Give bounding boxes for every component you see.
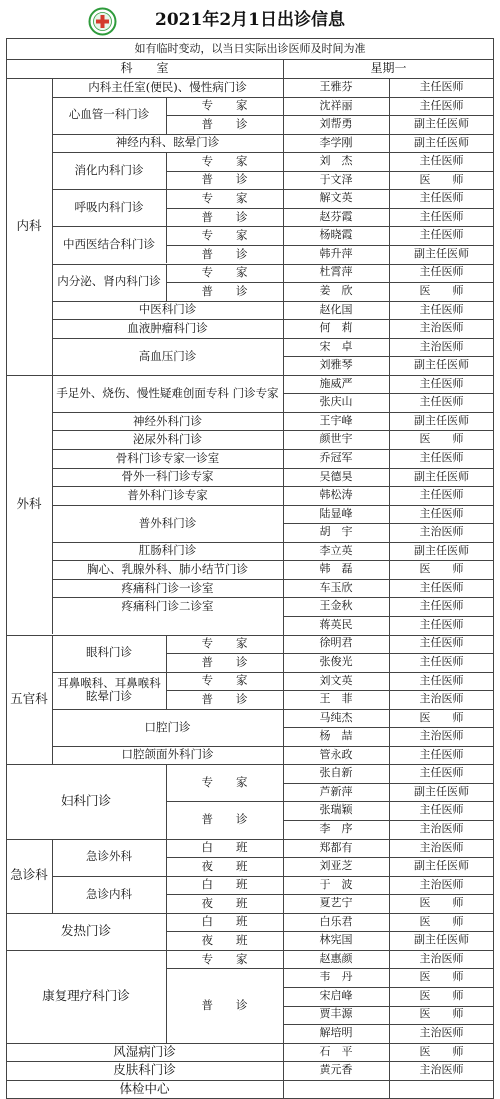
doctor-title: 主任医师 <box>419 376 464 390</box>
doctor-name: 韩松涛 <box>319 488 353 502</box>
grid-line <box>52 97 494 98</box>
department-24: 口腔颌面外科门诊 <box>121 747 214 762</box>
grid-line <box>52 505 494 506</box>
clinic-type-0: 专 家 <box>201 98 248 113</box>
doctor-name: 张庆山 <box>319 395 353 409</box>
doctor-name: 芦新萍 <box>319 784 353 798</box>
clinic-type-8: 专 家 <box>201 265 248 280</box>
group-2: 五官科 <box>10 691 48 707</box>
clinic-type-22: 专 家 <box>201 951 248 966</box>
grid-line <box>6 38 7 1098</box>
grid-line <box>166 245 167 264</box>
department-7: 中医科门诊 <box>138 302 197 317</box>
doctor-name: 何 莉 <box>319 321 353 335</box>
doctor-name: 王雅芬 <box>319 79 353 93</box>
department-22: 耳鼻喉科、耳鼻喉科眩晕门诊 <box>57 675 161 704</box>
grid-line <box>166 635 167 654</box>
grid-line <box>166 208 494 209</box>
grid-line <box>166 690 494 691</box>
grid-line <box>52 430 494 431</box>
doctor-name: 蒋英民 <box>319 617 353 631</box>
grid-line <box>166 189 167 208</box>
grid-line <box>166 226 167 245</box>
doctor-title: 医 师 <box>419 896 464 910</box>
doctor-title: 主治医师 <box>419 692 464 706</box>
doctor-name: 刘帮勇 <box>319 117 353 131</box>
doctor-title: 主治医师 <box>419 1026 464 1039</box>
group-9: 体检中心 <box>119 1080 170 1096</box>
doctor-name: 赵惠颜 <box>319 951 353 965</box>
doctor-title: 副主任医师 <box>414 117 469 131</box>
doctor-title: 主任医师 <box>419 302 464 316</box>
grid-line <box>6 59 494 60</box>
grid-line <box>166 801 167 838</box>
department-4: 呼吸内科门诊 <box>74 200 144 215</box>
grid-line <box>6 375 494 376</box>
clinic-type-7: 普 诊 <box>201 246 248 261</box>
clinic-type-14: 专 家 <box>201 775 248 790</box>
page-title: 2021年2月1日出诊信息 <box>155 10 345 31</box>
department-21: 眼科门诊 <box>86 645 132 660</box>
doctor-name: 杨 喆 <box>319 729 353 743</box>
group-5: 发热门诊 <box>60 923 111 939</box>
grid-line <box>166 857 167 876</box>
clinic-type-9: 普 诊 <box>201 283 248 298</box>
clinic-type-3: 普 诊 <box>201 172 248 187</box>
grid-line <box>52 134 494 135</box>
doctor-title: 医 师 <box>419 1044 464 1058</box>
doctor-name: 王宇峰 <box>319 413 353 427</box>
doctor-name: 林宪国 <box>319 933 353 947</box>
grid-line <box>6 1080 494 1081</box>
department-25: 急诊外科 <box>86 849 132 864</box>
grid-line <box>6 1061 494 1062</box>
doctor-name: 韦 丹 <box>319 970 353 984</box>
grid-line <box>166 152 167 171</box>
doctor-title: 主任医师 <box>419 395 464 409</box>
doctor-title: 主治医师 <box>419 821 464 835</box>
grid-line <box>52 560 494 561</box>
doctor-name: 车玉欣 <box>319 580 353 594</box>
doctor-name: 赵芬霞 <box>319 209 353 223</box>
doctor-name: 杨晓霞 <box>319 228 353 242</box>
doctor-title: 主任医师 <box>419 450 464 464</box>
grid-line <box>52 839 53 913</box>
clinic-type-10: 专 家 <box>201 636 248 651</box>
doctor-title: 副主任医师 <box>414 358 469 372</box>
doctor-title: 主治医师 <box>419 840 464 854</box>
clinic-type-16: 白 班 <box>201 840 248 855</box>
doctor-name: 石 平 <box>319 1044 353 1058</box>
department-14: 骨外一科门诊专家 <box>121 469 214 484</box>
department-3: 消化内科门诊 <box>74 163 144 178</box>
doctor-name: 李学刚 <box>319 135 353 149</box>
doctor-name: 胡 宇 <box>319 525 353 539</box>
grid-line <box>52 264 494 265</box>
doctor-name: 杜霄萍 <box>319 265 353 279</box>
doctor-title: 副主任医师 <box>414 246 469 260</box>
doctor-name: 施威严 <box>319 376 353 390</box>
doctor-name: 韩升萍 <box>319 246 353 260</box>
doctor-name: 李立英 <box>319 543 353 557</box>
group-8: 皮肤科门诊 <box>113 1062 176 1078</box>
doctor-name: 于 波 <box>319 877 353 891</box>
doctor-title: 主任医师 <box>419 655 464 668</box>
grid-line <box>6 950 494 951</box>
department-18: 胸心、乳腺外科、肺小结节门诊 <box>87 561 248 576</box>
doctor-name: 徐明君 <box>319 636 353 650</box>
doctor-title: 主任医师 <box>419 673 464 687</box>
department-19: 疼痛科门诊一诊室 <box>121 580 214 595</box>
doctor-title: 主任医师 <box>419 580 464 594</box>
group-7: 风湿病门诊 <box>113 1043 176 1059</box>
grid-line <box>52 597 494 598</box>
grid-line <box>52 449 494 450</box>
clinic-type-17: 夜 班 <box>201 858 248 873</box>
department-6: 内分泌、肾内科门诊 <box>57 274 161 289</box>
grid-line <box>166 876 167 895</box>
doctor-title: 主任医师 <box>419 747 464 761</box>
department-9: 高血压门诊 <box>138 348 197 363</box>
department-1: 心血管一科门诊 <box>68 107 150 122</box>
grid-line <box>52 635 53 765</box>
department-10: 手足外、烧伤、慢性疑难创面专科 门诊专家 <box>56 385 279 400</box>
clinic-type-5: 普 诊 <box>201 209 248 224</box>
grid-line <box>52 876 494 877</box>
doctor-title: 主治医师 <box>419 877 464 891</box>
doctor-title: 医 师 <box>419 172 464 186</box>
department-23: 口腔门诊 <box>144 719 191 734</box>
department-16: 普外科门诊 <box>138 515 197 530</box>
grid-line <box>6 913 494 914</box>
grid-line <box>166 857 494 858</box>
header-weekday: 星期一 <box>370 60 407 75</box>
doctor-title: 主任医师 <box>419 154 464 168</box>
doctor-name: 解培明 <box>319 1026 353 1039</box>
grid-line <box>166 801 494 802</box>
grid-line <box>166 653 167 672</box>
doctor-title: 主任医师 <box>419 617 464 631</box>
grid-line <box>166 115 167 134</box>
doctor-title: 副主任医师 <box>414 543 469 557</box>
group-6: 康复理疗科门诊 <box>42 988 130 1004</box>
grid-line <box>166 97 167 116</box>
doctor-name: 颜世宇 <box>319 432 353 446</box>
department-26: 急诊内科 <box>86 886 132 901</box>
grid-line <box>52 189 494 190</box>
clinic-type-19: 夜 班 <box>201 895 248 910</box>
clinic-type-2: 专 家 <box>201 153 248 168</box>
grid-line <box>166 672 167 691</box>
doctor-name: 韩 磊 <box>319 562 353 576</box>
grid-line <box>166 913 167 932</box>
doctor-name: 解文英 <box>319 191 353 205</box>
doctor-title: 主治医师 <box>419 1063 464 1077</box>
doctor-title: 主任医师 <box>419 636 464 650</box>
grid-line <box>6 635 494 636</box>
grid-line <box>52 542 494 543</box>
doctor-title: 主任医师 <box>419 506 464 520</box>
grid-line <box>52 746 494 747</box>
doctor-title: 主任医师 <box>419 98 464 112</box>
grid-line <box>166 245 494 246</box>
doctor-name: 王 菲 <box>319 692 353 706</box>
doctor-name: 黄元香 <box>319 1063 353 1077</box>
doctor-name: 姜 欣 <box>319 284 353 297</box>
doctor-title: 主任医师 <box>419 803 464 817</box>
doctor-name: 刘亚芝 <box>319 859 353 873</box>
department-2: 神经内科、眩晕门诊 <box>115 135 220 150</box>
doctor-name: 乔冠军 <box>319 450 353 464</box>
doctor-name: 郑都有 <box>319 840 353 854</box>
doctor-title: 主任医师 <box>419 265 464 279</box>
clinic-type-15: 普 诊 <box>201 812 248 827</box>
grid-line <box>52 579 494 580</box>
clinic-type-4: 专 家 <box>201 190 248 205</box>
grid-line <box>166 264 167 283</box>
grid-line <box>166 690 167 709</box>
grid-line <box>166 764 167 801</box>
doctor-title: 主任医师 <box>419 191 464 205</box>
doctor-name: 于文泽 <box>319 172 353 186</box>
doctor-title: 副主任医师 <box>414 135 469 149</box>
doctor-name: 白乐君 <box>319 914 353 928</box>
doctor-title: 医 师 <box>419 710 464 724</box>
clinic-type-13: 普 诊 <box>201 691 248 706</box>
group-3: 妇科门诊 <box>60 793 111 809</box>
doctor-name: 刘文英 <box>319 673 353 687</box>
doctor-title: 副主任医师 <box>414 784 469 798</box>
group-4: 急诊科 <box>10 867 48 883</box>
department-5: 中西医结合科门诊 <box>63 237 155 252</box>
doctor-name: 刘雅琴 <box>319 358 353 372</box>
doctor-title: 副主任医师 <box>414 859 469 873</box>
grid-line <box>166 931 167 950</box>
grid-line <box>283 78 284 1098</box>
grid-line <box>166 208 167 227</box>
doctor-name: 张俊光 <box>319 655 353 668</box>
grid-line <box>283 1080 284 1099</box>
grid-line <box>52 152 494 153</box>
doctor-name: 马纯杰 <box>319 710 353 724</box>
grid-line <box>166 171 494 172</box>
doctor-title: 主任医师 <box>419 228 464 242</box>
grid-line <box>166 171 167 190</box>
doctor-name: 张自新 <box>319 766 353 780</box>
doctor-title: 医 师 <box>419 432 464 446</box>
doctor-title: 医 师 <box>419 562 464 576</box>
doctor-title: 主任医师 <box>419 79 464 93</box>
grid-line <box>6 764 494 765</box>
header-department: 科 室 <box>120 60 169 75</box>
clinic-type-20: 白 班 <box>201 914 248 929</box>
group-0: 内科 <box>16 218 42 234</box>
grid-line <box>52 78 53 375</box>
grid-line <box>52 468 494 469</box>
clinic-type-12: 专 家 <box>201 673 248 688</box>
doctor-name: 管永政 <box>319 747 353 761</box>
grid-line <box>166 282 494 283</box>
doctor-name: 陆显峰 <box>319 506 353 520</box>
doctor-name: 贾丰源 <box>319 1007 353 1021</box>
grid-line <box>6 1043 494 1044</box>
clinic-type-1: 普 诊 <box>201 116 248 131</box>
grid-line <box>283 59 284 78</box>
doctor-title: 主任医师 <box>419 488 464 502</box>
grid-line <box>283 1061 284 1080</box>
grid-line <box>52 375 53 635</box>
doctor-title: 主治医师 <box>419 729 464 743</box>
grid-line <box>6 839 494 840</box>
doctor-title: 医 师 <box>419 970 464 984</box>
doctor-name: 宋 卓 <box>319 339 353 353</box>
doctor-title: 主任医师 <box>419 766 464 780</box>
grid-line <box>166 839 167 858</box>
doctor-title: 主任医师 <box>419 209 464 223</box>
doctor-title: 副主任医师 <box>414 469 469 483</box>
doctor-title: 主治医师 <box>419 321 464 335</box>
grid-line <box>166 968 167 1042</box>
doctor-name: 宋启峰 <box>319 988 353 1002</box>
doctor-name: 夏艺宁 <box>319 896 353 910</box>
doctor-title: 副主任医师 <box>414 413 469 427</box>
grid-line <box>166 282 167 301</box>
doctor-name: 王金秋 <box>319 599 353 613</box>
grid-line <box>6 38 494 39</box>
doctor-title: 主治医师 <box>419 525 464 539</box>
doctor-name: 刘 杰 <box>319 154 353 168</box>
doctor-name: 李 序 <box>319 821 353 835</box>
doctor-name: 张瑞颖 <box>319 803 353 817</box>
clinic-type-6: 专 家 <box>201 228 248 243</box>
clinic-type-23: 普 诊 <box>201 997 248 1012</box>
grid-line <box>52 412 494 413</box>
doctor-title: 主治医师 <box>419 339 464 353</box>
grid-line <box>166 653 494 654</box>
doctor-title: 医 师 <box>419 284 464 297</box>
doctor-title: 医 师 <box>419 1007 464 1021</box>
grid-line <box>493 38 494 1098</box>
department-8: 血液肿瘤科门诊 <box>127 320 208 335</box>
grid-line <box>52 338 494 339</box>
grid-line <box>52 709 494 710</box>
grid-line <box>166 894 494 895</box>
doctor-title: 医 师 <box>419 914 464 928</box>
logo-cross-h <box>96 20 109 24</box>
grid-line <box>52 486 494 487</box>
doctor-title: 主任医师 <box>419 599 464 613</box>
hospital-logo <box>88 7 117 36</box>
grid-line <box>52 672 494 673</box>
grid-line <box>389 78 390 1098</box>
department-20: 疼痛科门诊二诊室 <box>121 599 214 614</box>
doctor-name: 赵化国 <box>319 302 353 316</box>
grid-line <box>52 226 494 227</box>
department-13: 骨科门诊专家一诊室 <box>115 450 220 465</box>
grid-line <box>166 950 167 969</box>
notice-text: 如有临时变动，以当日实际出诊医师及时间为准 <box>134 42 366 56</box>
grid-line <box>283 1043 284 1062</box>
grid-line <box>166 931 494 932</box>
grid-line <box>52 301 494 302</box>
department-11: 神经外科门诊 <box>133 413 202 428</box>
grid-line <box>6 78 494 79</box>
doctor-name: 沈祥丽 <box>319 98 353 112</box>
clinic-type-21: 夜 班 <box>201 932 248 947</box>
group-1: 外科 <box>16 496 42 512</box>
grid-line <box>52 319 494 320</box>
grid-line <box>166 115 494 116</box>
department-17: 肛肠科门诊 <box>138 543 197 558</box>
doctor-title: 副主任医师 <box>414 933 469 947</box>
department-12: 泌尿外科门诊 <box>133 432 202 447</box>
department-0: 内科主任室(便民)、慢性病门诊 <box>88 79 247 94</box>
clinic-type-11: 普 诊 <box>201 654 248 669</box>
department-15: 普外科门诊专家 <box>127 487 208 502</box>
grid-line <box>166 968 494 969</box>
clinic-type-18: 白 班 <box>201 877 248 892</box>
doctor-title: 主治医师 <box>419 951 464 965</box>
doctor-title: 医 师 <box>419 988 464 1002</box>
doctor-name: 吴德昊 <box>319 469 353 483</box>
grid-line <box>166 894 167 913</box>
